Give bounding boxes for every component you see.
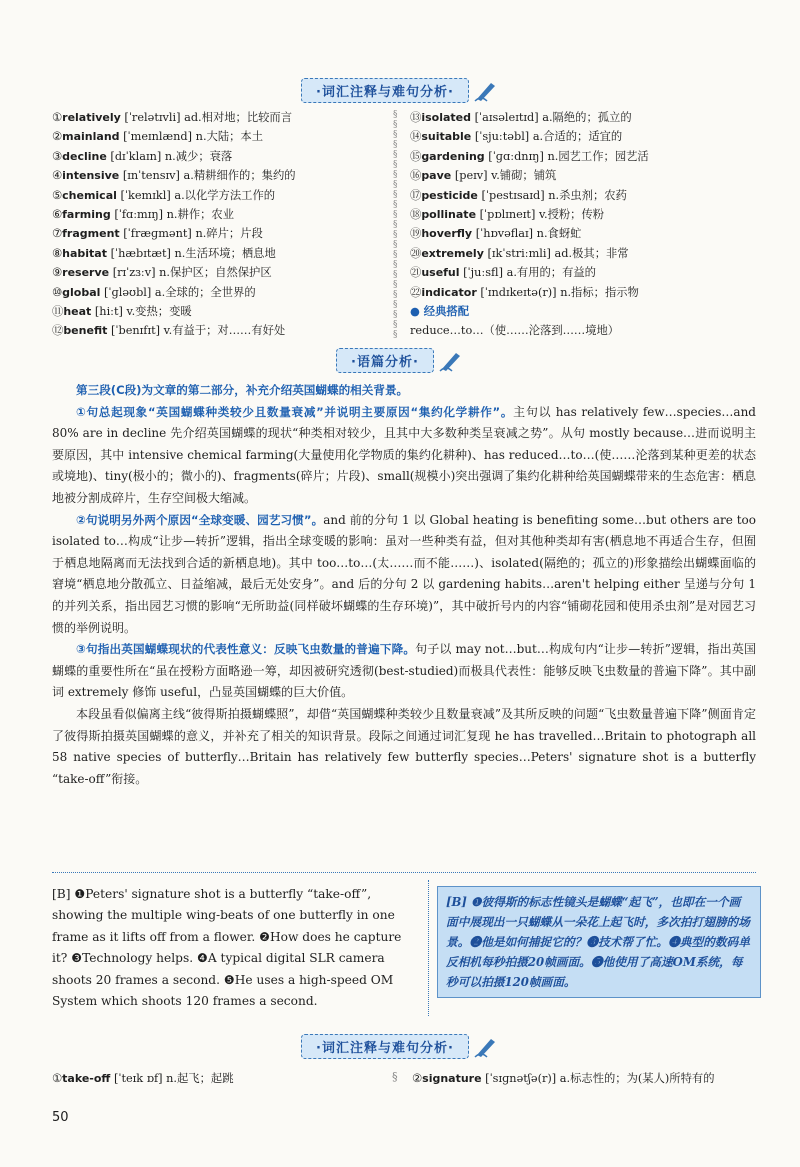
vocab-item: ⑯pave [peɪv] v.铺砌；铺筑 (410, 169, 557, 183)
analysis-p2: and 前的分句 1 以 Global heating is benefiting some…but others are too isolated to…构成“让步—转折”逻辑，指出全球变暖的影响：虽对一些种类有益，但对其他种类却有害(栖息地不再适合生存，但囿于栖息地隔离而无法找到合适的新栖息地)。其中 too…to…(太……而不能……)、isolated(隔绝的；孤立的)形象描绘出蝴蝶面临的窘境“栖息地分散孤立、日益缩减，最后无处安身”。and 后的分句 2 以 gardening habits…aren't helping either 呈递与分句 1 的并列关系，指出园艺习惯的影响“无所助益(同样破坏蝴蝶的生存环境)”，其中破折号内的内容“铺砌花园和使用杀虫剂”是对园艺习惯的举例说明。 (52, 512, 756, 635)
vocab-bottom-2: ②signature [ˈsɪɡnətʃə(r)] a.标志性的；为(某人)所特有的 (412, 1072, 715, 1085)
vocab-item: ㉒indicator [ˈɪndɪkeɪtə(r)] n.指标；指示物 (410, 285, 639, 299)
passage-english: [B] ❶Peters' signature shot is a butterfly “take-off”, showing the multiple wing-beats of one butterfly in one frame as it lifts off from a flower. ❷How does he capture it? ❸Technology helps. ❹A typical digital SLR camera shoots 20 frames a second. ❺He uses a high-speed OM System which shoots 120 frames a second. (52, 887, 402, 1009)
column-divider: § § § § § § § § § § § § § § § § § § § § § § § (393, 110, 398, 340)
vocab-banner-2-title: ·词汇注释与难句分析· (301, 1034, 469, 1059)
analysis-p3: 句子以 may not…but…构成句内“让步—转折”逻辑，指出英国蝴蝶的重要性所在“虽在授粉方面略逊一筹，却因被研究透彻(best-studied)而极具代表性：能够反映飞虫数量的普遍下降”。其中副词 extremely 修饰 useful，凸显英国蝴蝶的巨大价值。 (52, 642, 756, 700)
vocab-item: ⑤chemical [ˈkemɪkl] a.以化学方法工作的 (52, 188, 276, 202)
collocation-heading: ● 经典搭配 (410, 305, 469, 319)
vocab-item: ㉑useful [ˈjuːsfl] a.有用的；有益的 (410, 266, 596, 280)
section-divider (52, 872, 756, 873)
pen-icon (473, 77, 499, 103)
analysis-p2-highlight: ②句说明另外两个原因“全球变暖、园艺习惯”。 (76, 512, 324, 527)
vocab-list-right (410, 108, 760, 341)
page-number: 50 (52, 1110, 69, 1125)
vocab-item: ⑲hoverfly [ˈhɒvəflaɪ] n.食蚜虻 (410, 227, 582, 241)
vocab-item: ⑭suitable [ˈsjuːtəbl] a.合适的；适宜的 (410, 130, 623, 144)
passage-divider (428, 880, 429, 1016)
vocab-item: ⑮gardening [ˈɡɑːdnɪŋ] n.园艺工作；园艺活 (410, 149, 649, 163)
pen-icon (473, 1033, 499, 1059)
passage-chinese: [B] ❶彼得斯的标志性镜头是蝴蝶“起飞”，也即在一个画面中展现出一只蝴蝶从一朵花上起飞时，多次拍打翅膀的场景。❷他是如何捕捉它的？❸技术帮了忙。❹典型的数码单反相机每秒拍摄20帧画面。❺他使用了高速OM系统，每秒可以拍摄120帧画面。 (437, 886, 761, 998)
analysis-intro: 第三段(C段)为文章的第二部分，补充介绍英国蝴蝶的相关背景。 (76, 383, 409, 397)
vocab-banner-2 (0, 1032, 800, 1060)
pen-icon (438, 347, 464, 373)
vocab-item: ③decline [dɪˈklaɪn] n.减少；衰落 (52, 149, 233, 163)
analysis-p1-highlight: ①句总起现象“英国蝴蝶种类较少且数量衰减”并说明主要原因“集约化学耕作”。 (76, 404, 514, 419)
vocab-item: ⑪heat [hiːt] v.变热；变暖 (52, 305, 192, 319)
analysis-p3-highlight: ③句指出英国蝴蝶现状的代表性意义：反映飞虫数量的普遍下降。 (76, 642, 416, 657)
analysis-body (52, 380, 756, 790)
column-divider-bottom: § (392, 1070, 398, 1083)
vocab-item: ⑩global [ˈɡləʊbl] a.全球的；全世界的 (52, 285, 256, 299)
text-analysis-banner (0, 346, 800, 374)
vocab-item: ⑰pesticide [ˈpestɪsaɪd] n.杀虫剂；农药 (410, 188, 627, 202)
vocab-item: ⑦fragment [ˈfræɡmənt] n.碎片；片段 (52, 227, 263, 241)
vocab-item: ②mainland [ˈmeɪnlænd] n.大陆；本土 (52, 130, 264, 144)
vocab-item: ⑥farming [ˈfɑːmɪŋ] n.耕作；农业 (52, 208, 235, 222)
analysis-p1: 主句以 has relatively few…species…and 80% are in decline 先介绍英国蝴蝶的现状“种类相对较少，且其中大多数种类呈衰减之势”。从句 mostly because…进而说明主要原因，其中 intensive chemical farming(大量使用化学物质的集约化耕种)、has reduced…to…(使……沦落到某种更差的状态或境地)、tiny(极小的；微小的)、fragments(碎片；片段)、small(规模小)突出强调了集约化耕种给英国蝴蝶带来的生态危害：栖息地被分割成碎片，生存空间极大缩减。 (52, 404, 756, 505)
vocab-banner-title: ·词汇注释与难句分析· (301, 78, 469, 103)
vocab-item: ⑳extremely [ɪkˈstriːmli] ad.极其；非常 (410, 246, 629, 260)
vocab-item: ⑫benefit [ˈbenɪfɪt] v.有益于；对……有好处 (52, 324, 286, 338)
collocation-text: reduce…to…（使……沦落到……境地） (410, 324, 620, 338)
vocab-item: ⑱pollinate [ˈpɒlɪneɪt] v.授粉；传粉 (410, 208, 605, 222)
vocab-item: ④intensive [ɪnˈtensɪv] a.精耕细作的；集约的 (52, 169, 296, 183)
vocab-list-left (52, 108, 392, 341)
vocab-bottom-1: ①take-off [ˈteɪk ɒf] n.起飞；起跳 (52, 1072, 234, 1085)
vocab-item: ⑨reserve [rɪˈzɜːv] n.保护区；自然保护区 (52, 266, 272, 280)
vocab-banner (0, 76, 800, 104)
analysis-p4: 本段虽看似偏离主线“彼得斯拍摄蝴蝶照”，却借“英国蝴蝶种类较少且数量衰减”及其所反映的问题“飞虫数量普遍下降”侧面肯定了彼得斯拍摄英国蝴蝶的意义，并补充了相关的知识背景。段际之间通过词汇复现 he has travelled…Britain to photograph all 58 native species of butterfly…Britain has relatively few butterfly species…Peters' signature shot is a butterfly “take-off”衔接。 (52, 706, 756, 786)
vocab-item: ⑧habitat [ˈhæbɪtæt] n.生活环境；栖息地 (52, 246, 276, 260)
text-analysis-banner-title: ·语篇分析· (336, 348, 434, 373)
vocab-item: ①relatively [ˈrelətɪvli] ad.相对地；比较而言 (52, 111, 293, 124)
vocab-item: ⑬isolated [ˈaɪsəleɪtɪd] a.隔绝的；孤立的 (410, 111, 632, 124)
